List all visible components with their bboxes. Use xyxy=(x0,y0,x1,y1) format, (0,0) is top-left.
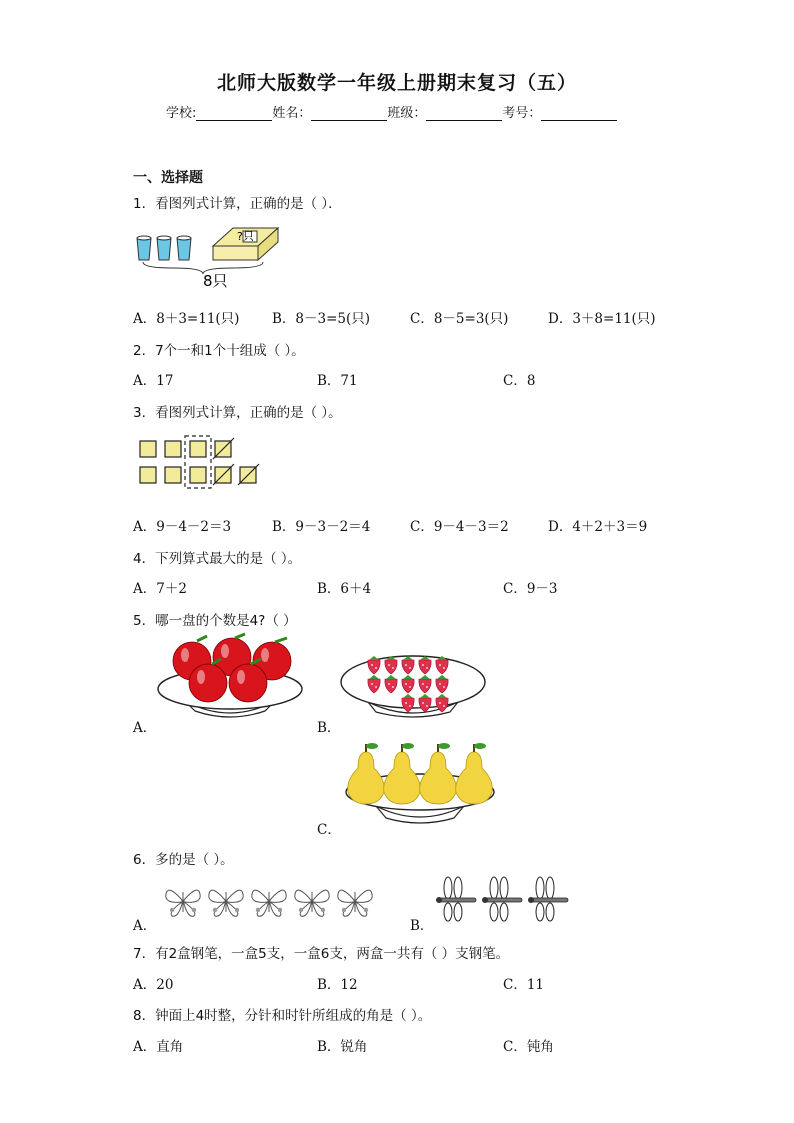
cup-icon xyxy=(157,236,171,260)
q5-option-b[interactable]: B． xyxy=(317,720,341,736)
pear-plate-figure xyxy=(342,740,498,824)
school-blank[interactable] xyxy=(196,106,272,121)
q6-option-a[interactable]: A． xyxy=(133,918,157,934)
q3-option-c[interactable]: C．9－4－3＝2 xyxy=(410,519,509,535)
cup-icon xyxy=(177,236,191,260)
dragonfly-icon xyxy=(436,877,476,921)
exam-number-blank[interactable] xyxy=(541,106,617,121)
q2-option-b[interactable]: B．71 xyxy=(317,373,358,389)
q4-option-b[interactable]: B．6＋4 xyxy=(317,581,372,597)
pear-icon xyxy=(420,743,457,804)
q1-option-d[interactable]: D．3＋8=11(只) xyxy=(548,311,656,327)
butterfly-icon xyxy=(166,890,200,916)
question-5-text: 5．哪一盘的个数是4?（ ） xyxy=(133,613,297,629)
name-label: 姓名： xyxy=(272,106,312,121)
dragonfly-icon xyxy=(528,877,568,921)
q3-option-b[interactable]: B．9－3－2＝4 xyxy=(272,519,371,535)
q2-option-c[interactable]: C．8 xyxy=(503,373,536,389)
question-4-text: 4．下列算式最大的是（ ）。 xyxy=(133,551,302,567)
q1-figure xyxy=(133,224,293,294)
strawberry-plate-figure xyxy=(338,648,488,720)
butterfly-icon xyxy=(295,890,329,916)
total-label: 8只 xyxy=(203,272,228,290)
question-6-text: 6．多的是（ ）。 xyxy=(133,852,234,868)
question-8-text: 8．钟面上4时整，分针和时针所组成的角是（ ）。 xyxy=(133,1008,432,1024)
q1-option-a[interactable]: A．8＋3=11(只) xyxy=(133,311,240,327)
apple-plate-figure xyxy=(155,633,305,723)
q2-option-a[interactable]: A．17 xyxy=(133,373,174,389)
question-1-text: 1．看图列式计算，正确的是（ ）． xyxy=(133,196,342,212)
q1-option-c[interactable]: C．8－5=3(只) xyxy=(410,311,509,327)
butterflies-figure xyxy=(160,878,380,926)
school-label: 学校: xyxy=(166,106,197,121)
name-blank[interactable] xyxy=(311,106,387,121)
question-7-text: 7．有2盒钢笔，一盒5支，一盒6支，两盒一共有（ ）支钢笔。 xyxy=(133,946,510,962)
butterfly-icon xyxy=(252,890,286,916)
class-blank[interactable] xyxy=(426,106,502,121)
box-label: ?只 xyxy=(237,230,254,243)
q5-option-a[interactable]: A． xyxy=(133,720,157,736)
q8-option-b[interactable]: B．锐角 xyxy=(317,1039,368,1055)
dragonflies-figure xyxy=(432,874,577,924)
q5-option-c[interactable]: C． xyxy=(317,822,341,838)
q1-option-b[interactable]: B．8－3=5(只) xyxy=(272,311,371,327)
cup-icon xyxy=(137,236,151,260)
q7-option-c[interactable]: C．11 xyxy=(503,977,545,993)
pear-icon xyxy=(348,743,385,804)
butterfly-icon xyxy=(209,890,243,916)
pear-icon xyxy=(456,743,493,804)
q7-option-b[interactable]: B．12 xyxy=(317,977,358,993)
pear-icon xyxy=(384,743,421,804)
q7-option-a[interactable]: A．20 xyxy=(133,977,174,993)
q3-squares-figure xyxy=(138,435,263,493)
butterfly-icon xyxy=(338,890,372,916)
section-heading: 一、选择题 xyxy=(133,170,203,186)
q4-option-a[interactable]: A．7＋2 xyxy=(133,581,187,597)
question-2-text: 2．7个一和1个十组成（ ）。 xyxy=(133,343,305,359)
question-3-text: 3．看图列式计算，正确的是（ ）。 xyxy=(133,405,342,421)
q3-option-a[interactable]: A．9－4－2＝3 xyxy=(133,519,232,535)
exam-number-label: 考号： xyxy=(502,106,542,121)
dragonfly-icon xyxy=(482,877,522,921)
q4-option-c[interactable]: C．9－3 xyxy=(503,581,558,597)
student-info-line xyxy=(166,102,617,121)
q6-option-b[interactable]: B． xyxy=(410,918,434,934)
q3-option-d[interactable]: D．4＋2＋3＝9 xyxy=(548,519,648,535)
q8-option-a[interactable]: A．直角 xyxy=(133,1039,184,1055)
class-label: 班级： xyxy=(387,106,427,121)
q8-option-c[interactable]: C．钝角 xyxy=(503,1039,554,1055)
page-title: 北师大版数学一年级上册期末复习（五） xyxy=(216,72,577,94)
